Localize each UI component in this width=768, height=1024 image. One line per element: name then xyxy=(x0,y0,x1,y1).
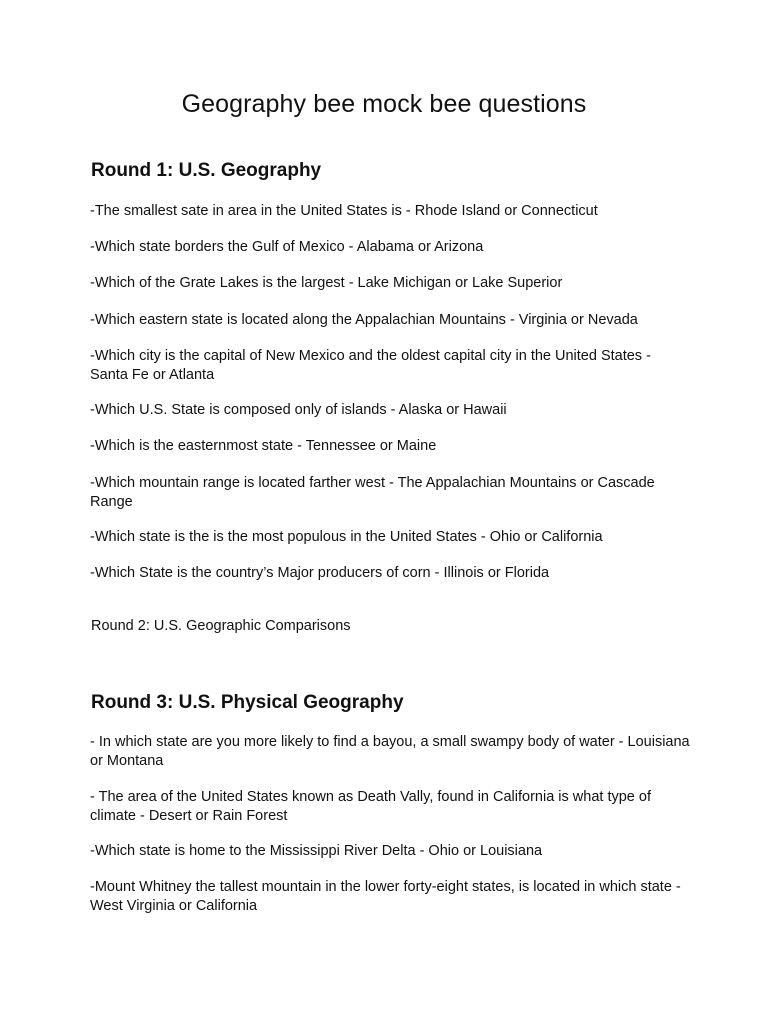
document-title: Geography bee mock bee questions xyxy=(181,90,587,118)
round-3-question-4: -Mount Whitney the tallest mountain in the lower forty-eight states, is located in which state - West Virginia or California xyxy=(90,879,681,914)
round-2-heading: Round 2: U.S. Geographic Comparisons xyxy=(91,618,351,634)
round-1-question-7: -Which is the easternmost state - Tennessee or Maine xyxy=(90,438,437,454)
round-3-question-1: - In which state are you more likely to find a bayou, a small swampy body of water - Louisiana or Montana xyxy=(90,734,690,769)
round-3-heading: Round 3: U.S. Physical Geography xyxy=(91,692,404,713)
round-1-question-9: -Which state is the is the most populous in the United States - Ohio or California xyxy=(90,529,603,545)
round-3-question-3: -Which state is home to the Mississippi River Delta - Ohio or Louisiana xyxy=(90,843,543,859)
round-3-question-2: - The area of the United States known as Death Vally, found in California is what type of climate - Desert or Rain Forest xyxy=(90,789,651,824)
round-1-question-8: -Which mountain range is located farther west - The Appalachian Mountains or Cascade Range xyxy=(90,475,655,510)
round-1-question-1: -The smallest sate in area in the United States is - Rhode Island or Connecticut xyxy=(90,203,598,219)
round-1-question-5: -Which city is the capital of New Mexico and the oldest capital city in the United States - Santa Fe or Atlanta xyxy=(90,348,651,383)
round-1-question-2: -Which state borders the Gulf of Mexico - Alabama or Arizona xyxy=(90,239,484,255)
round-1-question-3: -Which of the Grate Lakes is the largest - Lake Michigan or Lake Superior xyxy=(90,275,563,291)
round-1-question-10: -Which State is the country’s Major producers of corn - Illinois or Florida xyxy=(90,565,550,581)
round-1-heading: Round 1: U.S. Geography xyxy=(91,160,322,181)
round-1-question-4: -Which eastern state is located along the Appalachian Mountains - Virginia or Nevada xyxy=(90,312,638,328)
round-1-question-6: -Which U.S. State is composed only of islands - Alaska or Hawaii xyxy=(90,402,507,418)
